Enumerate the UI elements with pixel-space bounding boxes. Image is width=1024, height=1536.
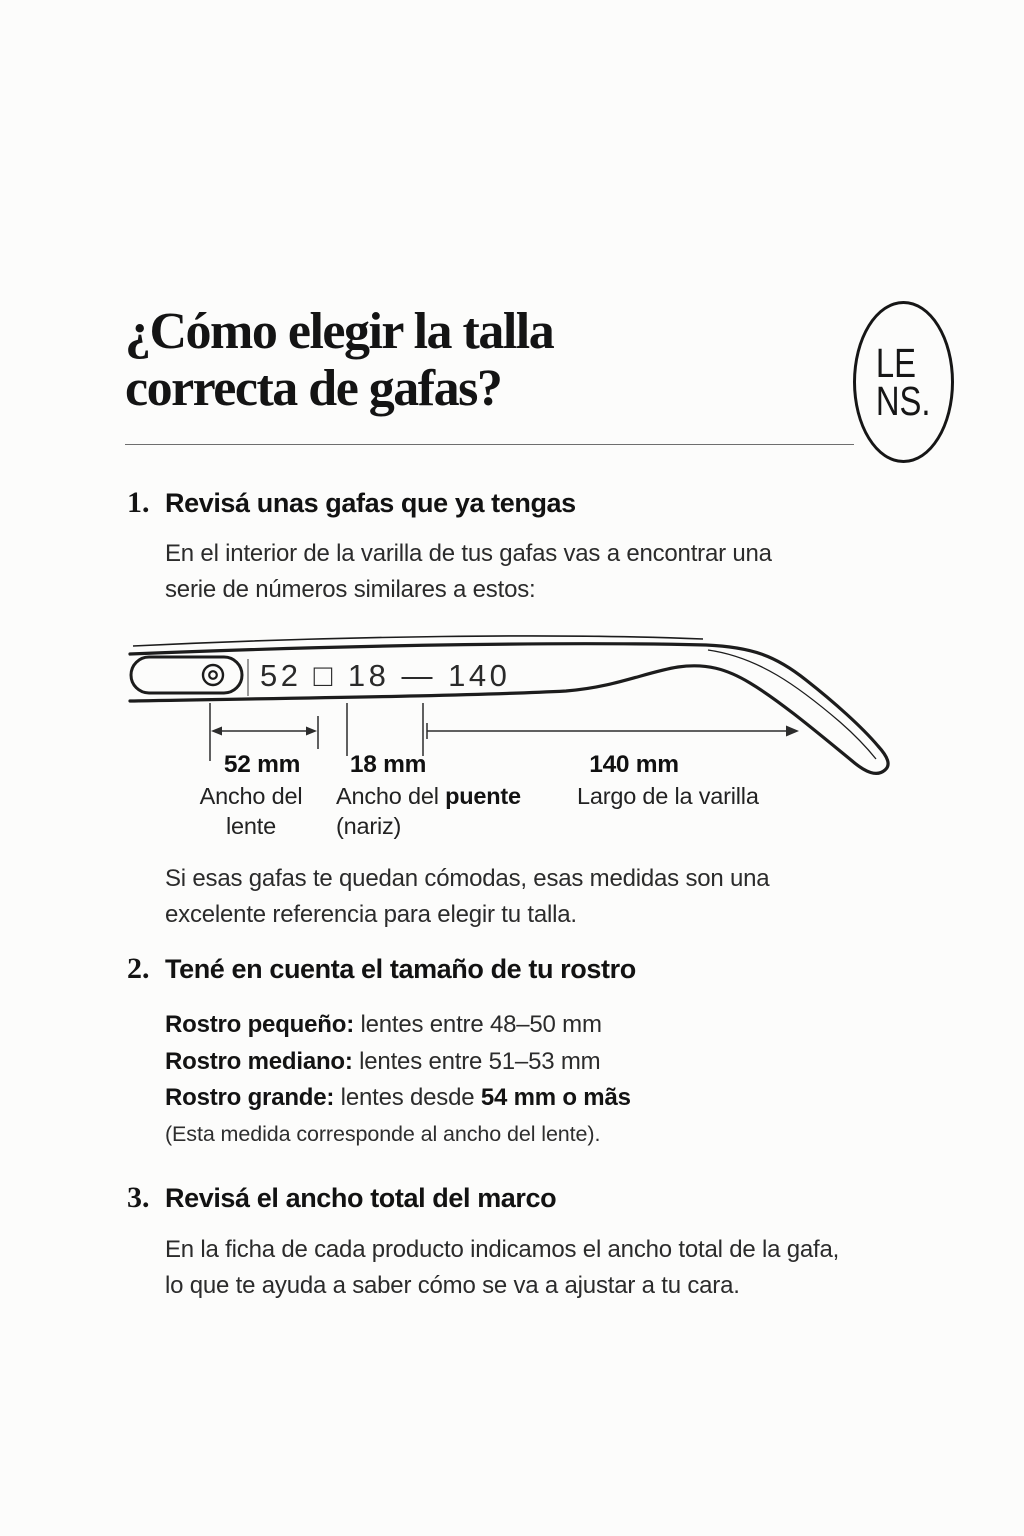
temple-length-label: Largo de la varilla [577,783,759,809]
section3-body-line2: lo que te ayuda a saber cómo se va a ajustar a tu cara. [165,1272,740,1299]
temple-tip-highlight-line [708,650,876,759]
brand-logo-text [876,340,931,424]
section3-body-line1: En la ficha de cada producto indicamos el ancho total de la gafa, [165,1236,840,1263]
page-title-line2: correcta de gafas? [125,360,502,417]
section1-intro-line2: serie de números similares a estos: [165,576,536,603]
section1-outro [165,861,769,933]
lens-width-arrow [211,727,317,736]
face-size-list [165,1007,631,1117]
section3-heading [127,1181,556,1215]
lens-width-label-line1: Ancho del [199,783,303,809]
bridge-width-value: 18 mm [349,751,427,778]
bridge-label-prefix: Ancho del [336,783,446,809]
brand-logo-line1: LE [876,340,917,386]
temple-diagram-svg [120,616,920,848]
lens-width-note: (Esta medida corresponde al ancho del lente). [165,1122,601,1146]
section2-number: 2. [127,952,150,985]
section3-body [165,1232,839,1304]
temple-length-arrow [427,726,799,737]
face-size-label: Rostro mediano: [165,1047,353,1075]
brand-logo-line2: NS. [876,378,931,424]
face-size-text: lentes entre 48–50 mm [354,1011,602,1038]
hinge-screw-icon [203,665,223,685]
face-size-text: lentes desde [334,1084,481,1111]
bridge-width-label-line2: (nariz) [336,813,402,839]
page-title-line1: ¿Cómo elegir la talla [125,303,554,360]
section1-intro-line1: En el interior de la varilla de tus gafas vas a encontrar una [165,540,772,567]
section2-heading [127,952,636,986]
face-size-label: Rostro pequeño: [165,1011,354,1038]
section1-intro [165,536,772,608]
lens-width-label-line2: lente [226,813,276,839]
face-size-row-large [165,1080,631,1117]
face-size-label: Rostro grande: [165,1084,335,1111]
face-size-row-small [165,1007,631,1044]
section1-heading [127,486,576,520]
section3-number: 3. [127,1181,150,1214]
bridge-width-label-line1 [336,783,521,809]
section3-title: Revisá el ancho total del marco [165,1183,557,1213]
face-size-text: lentes entre 51–53 mm [352,1047,601,1075]
section1-outro-line1: Si esas gafas te quedan cómodas, esas medidas son una [165,865,770,892]
lens-width-value: 52 mm [223,751,301,778]
section1-outro-line2: excelente referencia para elegir tu talla. [165,901,577,928]
header-divider [125,444,854,445]
bridge-label-bold: puente [445,783,521,809]
face-size-bold-suffix: 54 mm o mãs [480,1084,631,1111]
engraving-text: 52 □ 18 — 140 [260,658,511,693]
glasses-temple-diagram [120,616,920,848]
hinge-endpiece [131,657,242,693]
page-title [125,303,553,417]
face-size-row-medium [165,1044,631,1081]
section2-title: Tené en cuenta el tamaño de tu rostro [165,954,636,984]
section1-title: Revisá unas gafas que ya tengas [165,488,576,518]
temple-length-value: 140 mm [589,751,679,778]
brand-logo [853,301,954,463]
section1-number: 1. [127,486,150,519]
